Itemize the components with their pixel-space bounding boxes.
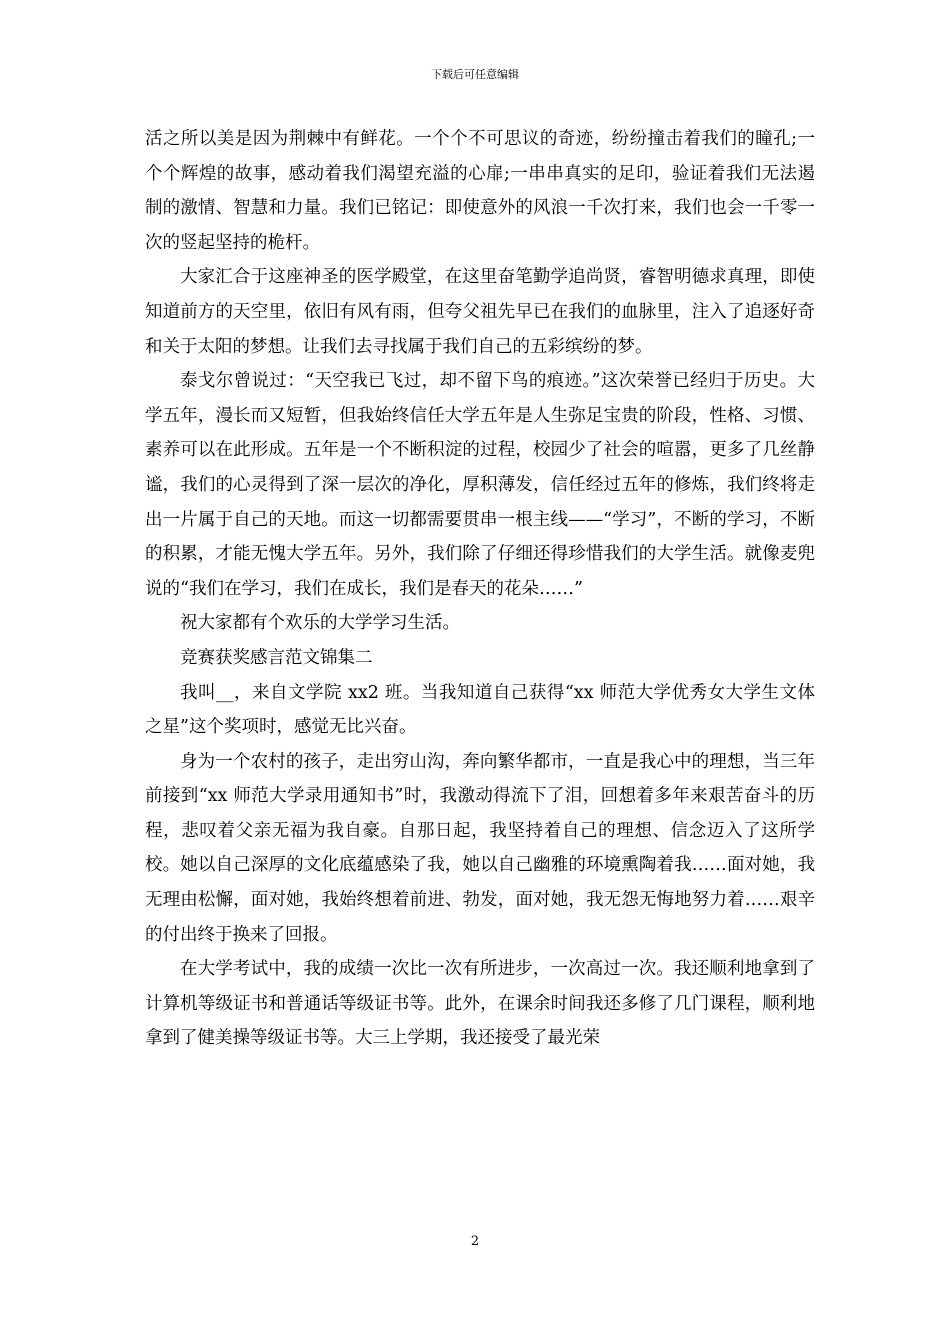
paragraph: 在大学考试中，我的成绩一次比一次有所进步，一次高过一次。我还顺利地拿到了计算机等级证书和普通话等级证书等。此外，在课余时间我还多修了几门课程，顺利地拿到了健美操等级证书等。大三上学期，我还接受了最光荣 [145, 959, 815, 1049]
page-header: 下载后可任意编辑 [431, 68, 519, 81]
section-title: 竞赛获奖感言范文锦集二 [180, 647, 373, 668]
paragraph: 祝大家都有个欢乐的大学学习生活。 [180, 613, 460, 634]
paragraph: 我叫__，来自文学院 xx2 班。当我知道自己获得“xx 师范大学优秀女大学生文体之星”这个奖项时，感觉无比兴奋。 [145, 682, 815, 738]
document-body [145, 122, 815, 1056]
paragraph: 大家汇合于这座神圣的医学殿堂，在这里奋笔勤学追尚贤，睿智明德求真理，即使知道前方的天空里，依旧有风有雨，但夸父祖先早已在我们的血脉里，注入了追逐好奇和关于太阳的梦想。让我们去寻找属于我们自己的五彩缤纷的梦。 [145, 267, 815, 357]
paragraph: 身为一个农村的孩子，走出穷山沟，奔向繁华都市，一直是我心中的理想，当三年前接到“xx 师范大学录用通知书”时，我激动得流下了泪，回想着多年来艰苦奋斗的历程，悲叹着父亲无福为我自豪。自那日起，我坚持着自己的理想、信念迈入了这所学校。她以自己深厚的文化底蕴感染了我，她以自己幽雅的环境熏陶着我……面对她，我无理由松懈，面对她，我始终想着前进、勃发，面对她，我无怨无悔地努力着……艰辛的付出终于换来了回报。 [145, 751, 815, 945]
paragraph: 泰戈尔曾说过：“天空我已飞过，却不留下鸟的痕迹。”这次荣誉已经归于历史。大学五年，漫长而又短暂，但我始终信任大学五年是人生弥足宝贵的阶段，性格、习惯、素养可以在此形成。五年是一个不断积淀的过程，校园少了社会的喧嚣，更多了几丝静谧，我们的心灵得到了深一层次的净化，厚积薄发，信任经过五年的修炼，我们终将走出一片属于自己的天地。而这一切都需要贯串一根主线——“学习”，不断的学习，不断的积累，才能无愧大学五年。另外，我们除了仔细还得珍惜我们的大学生活。就像麦兜说的“我们在学习，我们在成长，我们是春天的花朵……” [145, 371, 815, 599]
paragraph-continuation: 活之所以美是因为荆棘中有鲜花。一个个不可思议的奇迹，纷纷撞击着我们的瞳孔;一个个辉煌的故事，感动着我们渴望充溢的心扉;一串串真实的足印，验证着我们无法遏制的激情、智慧和力量。我们已铭记：即使意外的风浪一千次打来，我们也会一千零一次的竖起坚持的桅杆。 [145, 129, 815, 253]
page-number: 2 [470, 1234, 480, 1249]
